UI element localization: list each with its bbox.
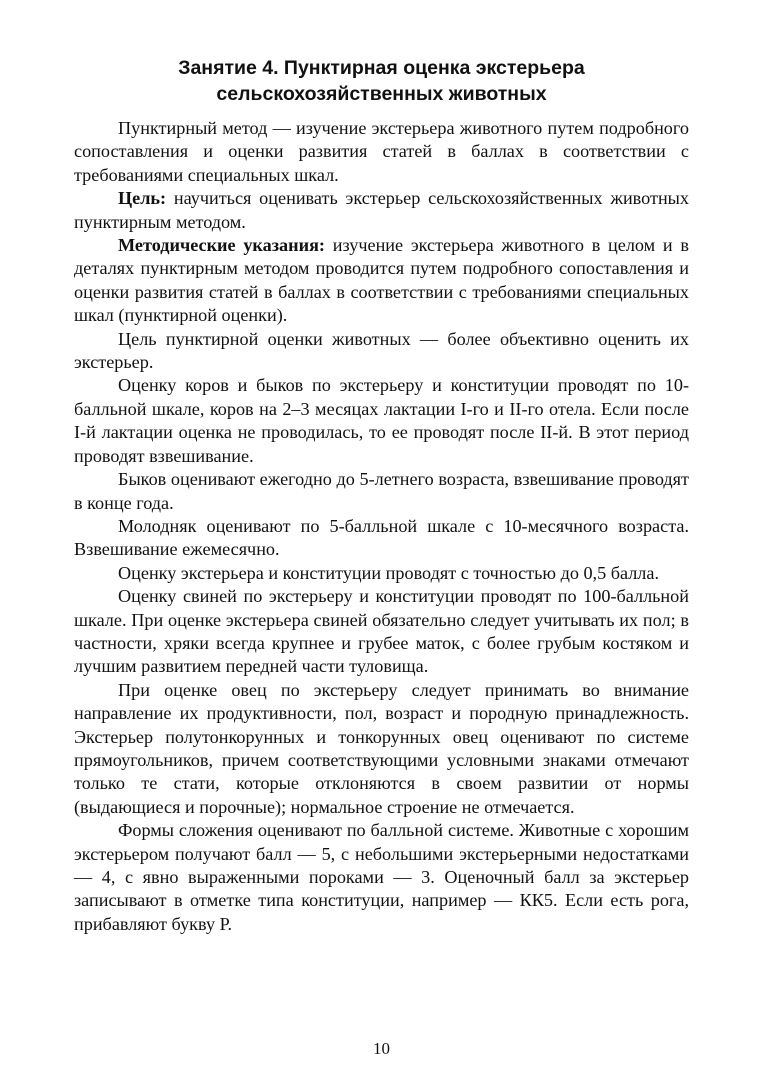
body-text [74, 117, 689, 936]
paragraph-method-notes [74, 234, 689, 328]
page-title [74, 55, 689, 107]
paragraph-text: изучение экстерьера животного в целом и в деталях пунктирным методом проводится путем подробного сопоставления и оценки развития статей в баллах в соответствии с требованиями специальных шкал (пунктирной оценки). [74, 235, 689, 326]
paragraph-label: Методические указания: [118, 235, 325, 256]
paragraph-text: Оценку экстерьера и конституции проводят с точностью до 0,5 балла. [118, 562, 659, 583]
paragraph-text: Цель пунктирной оценки животных — более объективно оценить их экстерьер. [74, 328, 689, 373]
paragraph-sheep [74, 679, 689, 819]
paragraph-definition [74, 117, 689, 187]
page-number: 10 [373, 1039, 390, 1058]
paragraph-bulls [74, 468, 689, 515]
paragraph-text: научиться оценивать экстерьер сельскохозяйственных животных пунктирным методом. [74, 188, 689, 232]
paragraph-text: Пунктирный метод — изучение экстерьера животного путем подробного сопоставления и оценки развития статей в баллах в соответствии с требованиями специальных шкал. [74, 118, 689, 185]
paragraph-accuracy [74, 562, 689, 585]
paragraph-text: Оценку свиней по экстерьеру и конституции проводят по 100-балльной шкале. При оценке экстерьера свиней обязательно следует учитывать их пол; в частности, хряки всегда крупнее и грубее маток, с более грубым костяком и лучшим развитием передней части туловища. [74, 586, 689, 677]
paragraph-text: Быков оценивают ежегодно до 5-летнего возраста, взвешивание проводят в конце года. [74, 469, 689, 513]
paragraph-text: Оценку коров и быков по экстерьеру и конституции проводят по 10-балльной шкале, коров на 2–3 месяцах лактации I-го и II-го отела. Если после I-й лактации оценка не проводилась, то ее проводят после II-й. В этот период проводят взвешивание. [74, 375, 689, 466]
paragraph-body-forms [74, 819, 689, 936]
paragraph-text: При оценке овец по экстерьеру следует принимать во внимание направление их продуктивности, пол, возраст и породную принадлежность. Экстерьер полутонкорунных и тонкорунных овец оценивают по системе прямоугольников, причем соответствующими условными знаками отмечают только те стати, которые отклоняются в своем развитии от нормы (выдающиеся и порочные); нормальное строение не отмечается. [74, 679, 689, 817]
paragraph-label: Цель: [118, 188, 167, 209]
paragraph-text: Формы сложения оценивают по балльной системе. Животные с хорошим экстерьером получают балл — 5, с небольшими экстерьерными недостатками — 4, с явно выраженными пороками — 3. Оценочный балл за экстерьер записывают в отметке типа конституции, например — КК5. Если есть рога, прибавляют букву Р. [74, 820, 689, 934]
paragraph-goal [74, 187, 689, 234]
paragraph-pigs [74, 585, 689, 679]
paragraph-text: Молодняк оценивают по 5-балльной шкале с 10-месячного возраста. Взвешивание ежемесячно. [74, 515, 689, 560]
paragraph-cows-bulls [74, 374, 689, 468]
page-title-line-2: сельскохозяйственных животных [216, 83, 547, 105]
paragraph-young-stock [74, 515, 689, 562]
paragraph-purpose [74, 328, 689, 375]
page-title-line-1: Занятие 4. Пунктирная оценка экстерьера [178, 57, 585, 79]
